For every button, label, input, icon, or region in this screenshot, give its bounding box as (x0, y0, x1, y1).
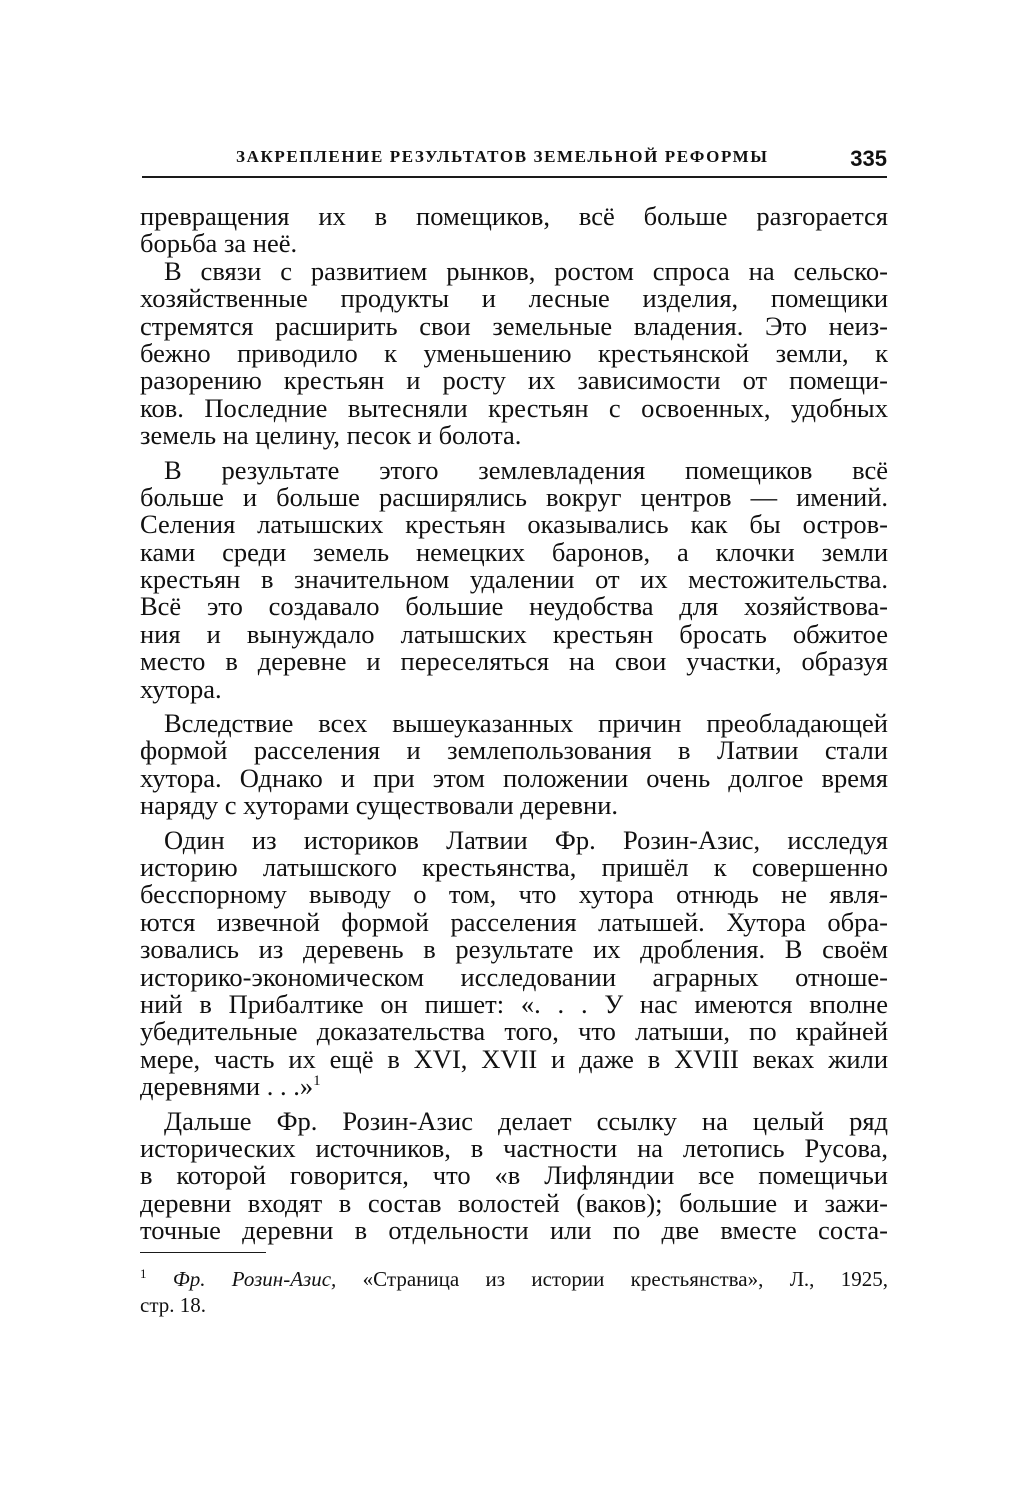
footnote-author: Фр. Розин-Азис, (172, 1267, 337, 1291)
text-line: ний в Прибалтике он пишет: «. . . У нас имеются вполне (140, 988, 888, 1019)
text-line: формой расселения и землепользования в Латвии стали (140, 735, 888, 766)
text-line: Вследствие всех вышеуказанных причин преобладающей (164, 708, 888, 739)
paragraph (140, 1105, 888, 1246)
body-text (140, 203, 888, 1244)
text-line: ются извечной формой расселения латышей. Хутора обра- (140, 906, 888, 937)
text-line: исторических источников, в частности на летопись Русова, (140, 1132, 888, 1163)
text-line: превращения их в помещиков, всё больше разгорается (140, 201, 888, 231)
paragraph (140, 255, 888, 451)
text-line: наряду с хуторами существовали деревни. (140, 790, 619, 821)
footnote-line (140, 1266, 888, 1292)
paragraph (140, 824, 888, 1102)
text-line: деревни входят в состав волостей (ваков); большие и зажи- (140, 1187, 888, 1218)
text-line: земель на целину, песок и болота. (140, 420, 522, 451)
paragraph (140, 203, 888, 258)
text-line: В связи с развитием рынков, ростом спроса на сельско- (164, 255, 888, 286)
footnote-rule (140, 1252, 266, 1253)
text-line: зовались из деревень в результате их дробления. В своём (140, 934, 888, 965)
text-line: мере, часть их ещё в XVI, XVII и даже в XVIII веках жили (140, 1043, 888, 1074)
paragraph (140, 710, 888, 820)
text-line: убедительные доказательства того, что латыши, по крайней (140, 1016, 888, 1047)
text-line: точные деревни в отдельности или по две вместе соста- (140, 1215, 888, 1246)
header-rule (142, 176, 887, 178)
footnote-marker: 1 (140, 1266, 147, 1281)
text-line: Селения латышских крестьян оказывались как бы остров- (140, 509, 888, 540)
page-number: 335 (850, 146, 887, 171)
footnote-title: «Страница из истории крестьянства», Л., 1925, (362, 1267, 889, 1291)
paragraph (140, 454, 888, 704)
text-line (140, 1073, 888, 1100)
text-line: стремятся расширить свои земельные владения. Это неиз- (140, 310, 888, 341)
text-line: Всё это создавало большие неудобства для хозяйствова- (140, 591, 888, 622)
text-line: ния и вынуждало латышских крестьян бросать обжитое (140, 618, 888, 649)
text-line: ков. Последние вытесняли крестьян с освоенных, удобных (140, 392, 888, 423)
text-line: борьба за неё. (140, 228, 298, 259)
text-line: крестьян в значительном удалении от их местожительства. (140, 564, 888, 595)
text-line: в которой говорится, что «в Лифляндии все помещичьи (140, 1160, 888, 1191)
text-line: бесспорному выводу о том, что хутора отнюдь не явля- (140, 879, 888, 910)
text-line: историю латышского крестьянства, пришёл к совершенно (140, 851, 888, 882)
text-line-content: деревнями . . .» (140, 1071, 314, 1102)
text-line: бежно приводило к уменьшению крестьянской земли, к (140, 337, 888, 368)
text-line: Один из историков Латвии Фр. Розин-Азис, исследуя (164, 824, 888, 855)
text-line: историко-экономическом исследовании аграрных отноше- (140, 961, 888, 992)
footnote (140, 1266, 888, 1318)
text-line: В результате этого землевладения помещиков всё (164, 454, 888, 485)
running-header (142, 146, 887, 178)
text-line: хозяйственные продукты и лесные изделия, помещики (140, 283, 888, 314)
text-line: хутора. Однако и при этом положении очень долгое время (140, 762, 888, 793)
footnote-reference[interactable]: 1 (313, 1073, 321, 1090)
footnote-pages: стр. 18. (140, 1293, 207, 1317)
text-line: ками среди земель немецких баронов, а клочки земли (140, 536, 888, 567)
text-line: разорению крестьян и росту их зависимости от помещи- (140, 365, 888, 396)
chapter-title: ЗАКРЕПЛЕНИЕ РЕЗУЛЬТАТОВ ЗЕМЕЛЬНОЙ РЕФОРМЫ (236, 147, 769, 166)
text-line: хутора. (140, 673, 222, 704)
text-line: больше и больше расширялись вокруг центров — имений. (140, 481, 888, 512)
text-line: место в деревне и переселяться на свои участки, образуя (140, 646, 888, 677)
text-line: Дальше Фр. Розин-Азис делает ссылку на целый ряд (164, 1105, 888, 1136)
